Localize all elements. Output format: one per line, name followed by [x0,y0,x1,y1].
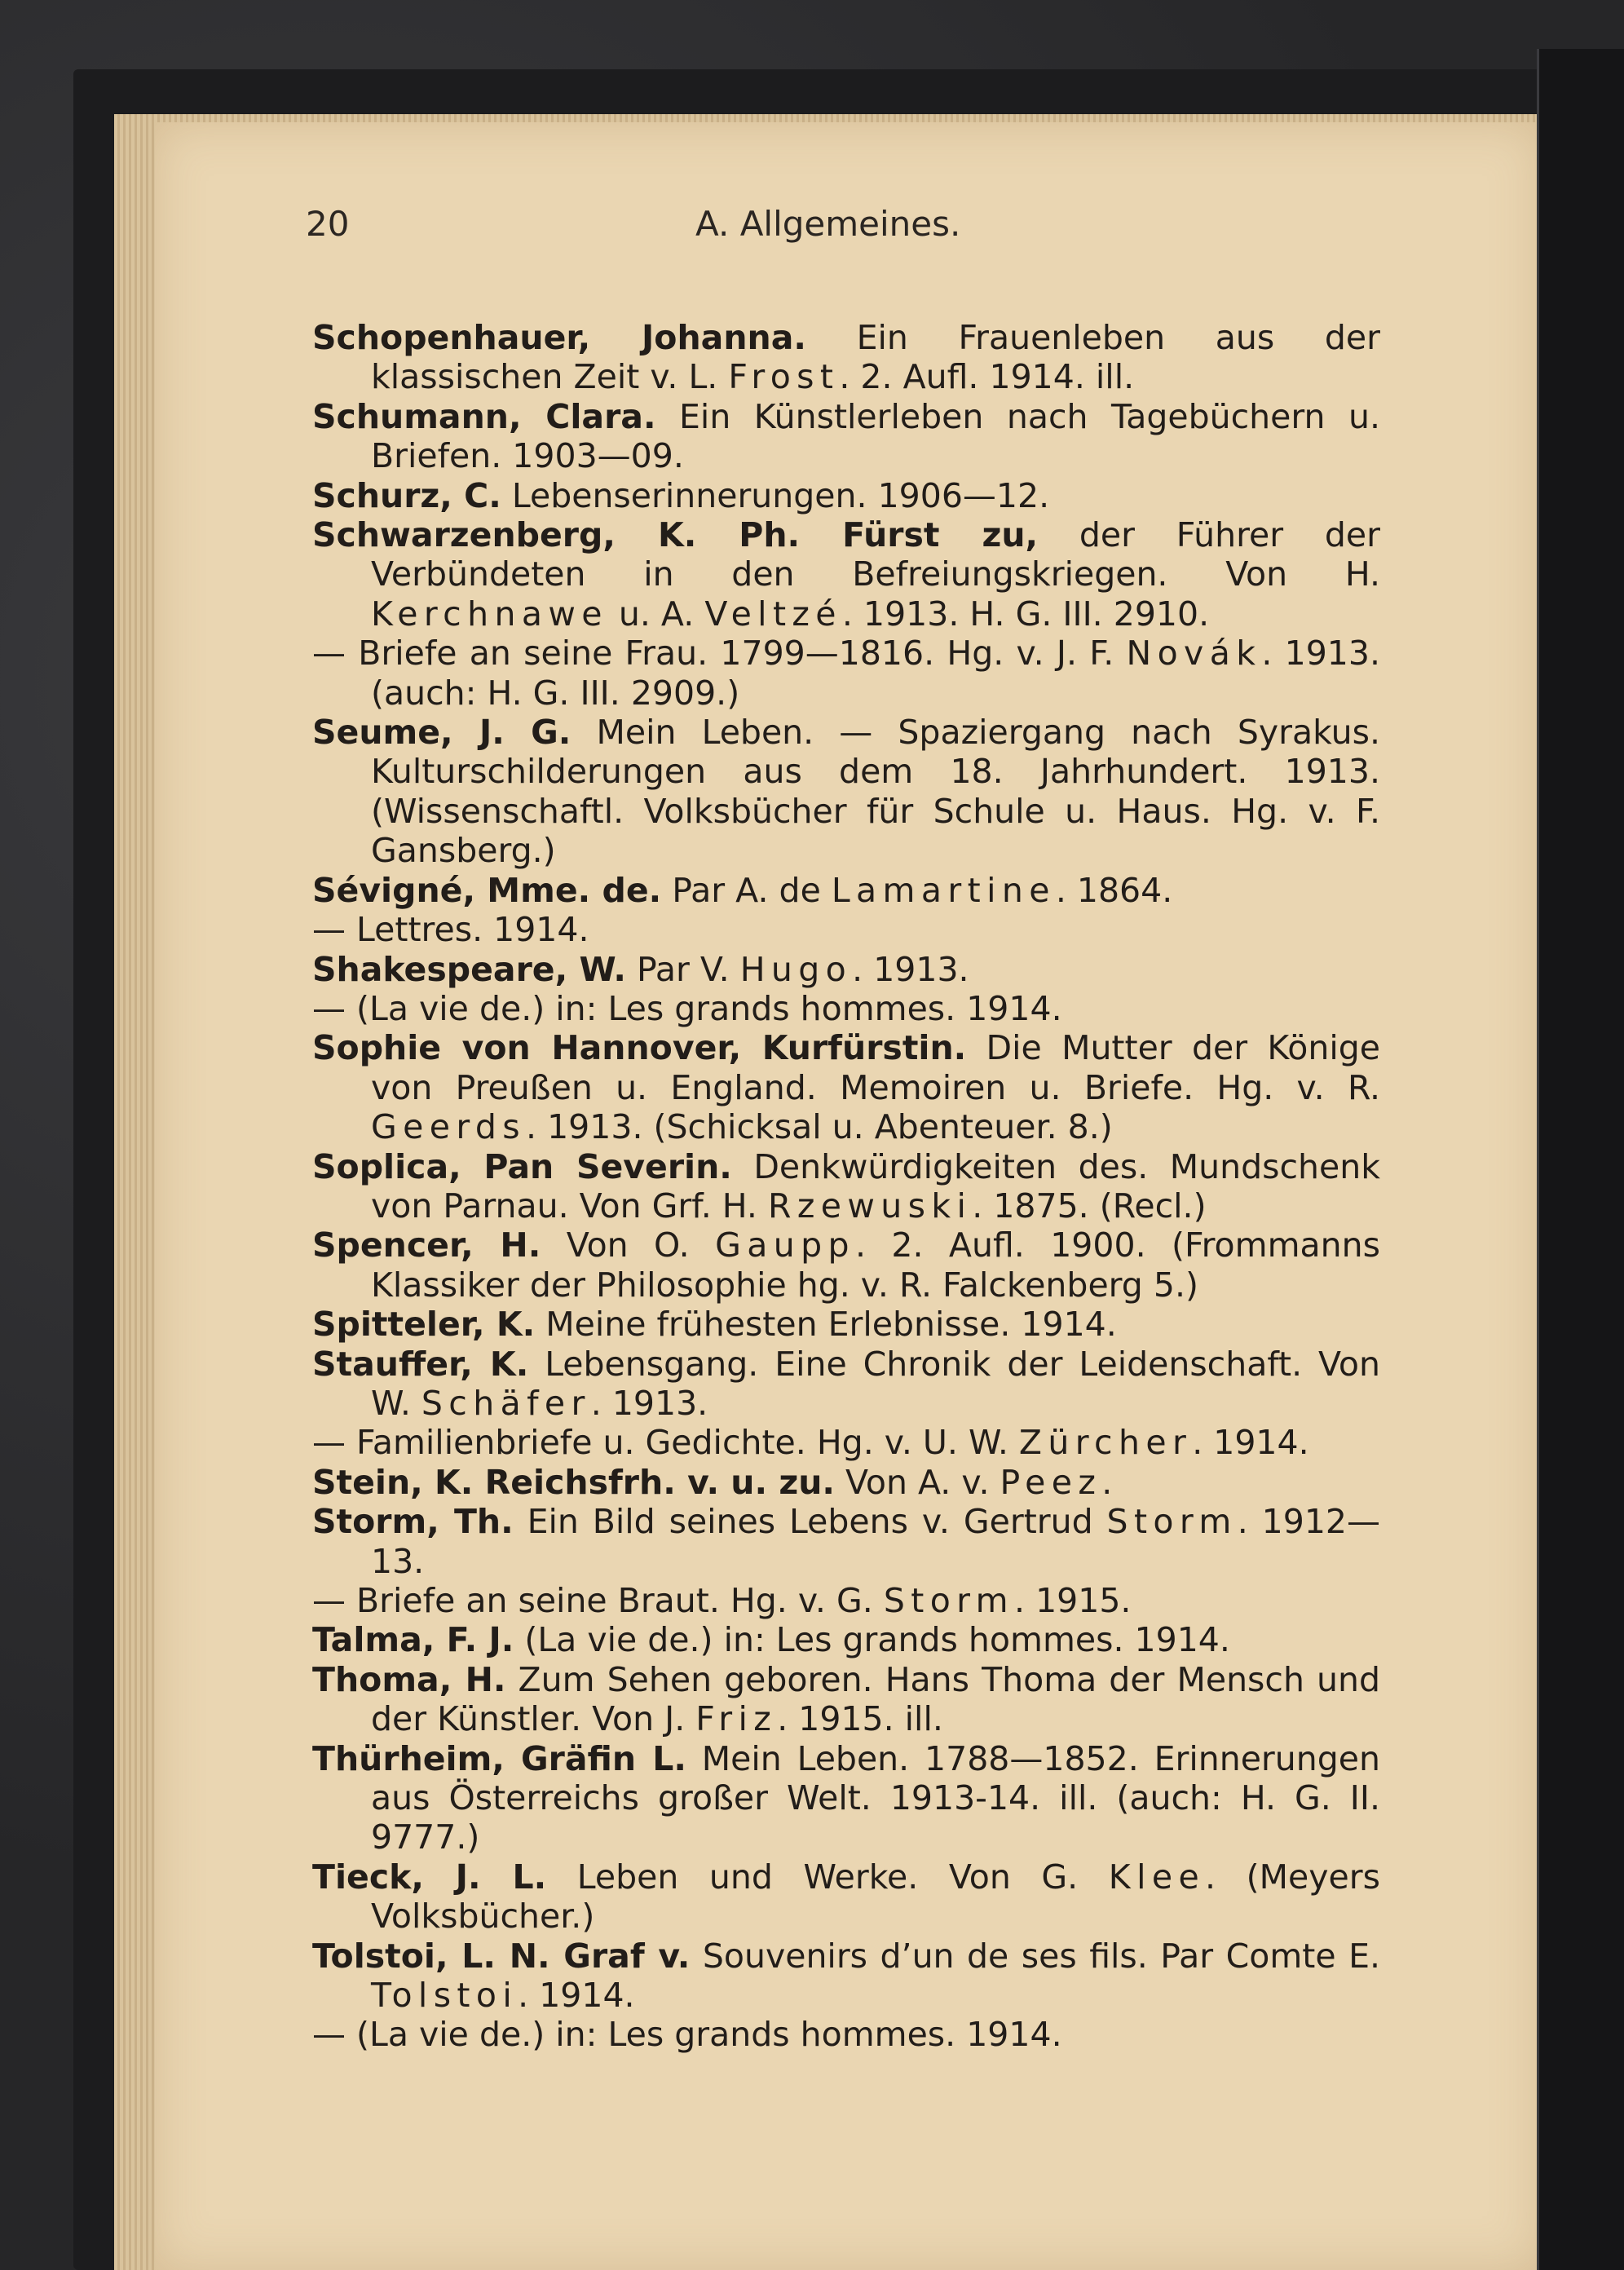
entry-heading: Tieck, J. L. [312,1857,547,1897]
bibliography-entry [312,1620,1380,1659]
entry-text: . 1913. (auch: H. G. III. 2909.) [371,634,1380,713]
entry-text: . 1875. (Recl.) [972,1186,1207,1226]
entry-text: Lebenserinnerungen. 1906—12. [501,475,1050,515]
entry-text: — Familienbriefe u. Gedichte. Hg. v. U. W. [312,1423,1019,1463]
entry-heading: Stauffer, K. [312,1344,529,1384]
entry-heading: Schopenhauer, Johanna. [312,318,806,357]
entry-author-spaced: Gaupp [715,1226,855,1265]
entry-heading: Soplica, Pan Severin. [312,1146,732,1186]
entry-heading: Sévigné, Mme. de. [312,870,662,910]
entry-author-spaced: Kerchnawe [371,594,608,634]
page-number: 20 [306,204,350,244]
entry-heading: Stein, K. Reichsfrh. v. u. zu. [312,1462,835,1502]
entry-heading: Spencer, H. [312,1226,541,1265]
entry-author-spaced: Frost [728,357,840,397]
entry-text: Von O. [541,1226,716,1265]
entry-heading: Thoma, H. [312,1659,506,1699]
bibliography-entry [312,476,1380,515]
page-header [306,204,1382,253]
entry-text: — Briefe an seine Frau. 1799—1816. Hg. v. J. F. [312,634,1127,673]
entry-heading: Schwarzenberg, K. Ph. Fürst zu, [312,515,1039,555]
entry-author-spaced: Zürcher [1018,1423,1193,1463]
bibliography-entry [312,1463,1380,1502]
bibliography-entry [312,1937,1380,2016]
entry-text: Lebensgang. Eine Chronik der Leidenschaft. Von W. [371,1344,1380,1423]
entry-heading: Spitteler, K. [312,1305,536,1345]
bibliography-entry [312,1305,1380,1344]
entry-text: . 1913. [852,949,969,989]
entry-author-spaced: Storm [1106,1502,1238,1542]
entry-author-spaced: Tolstoi [371,1976,519,2016]
bibliography-entry [312,515,1380,634]
book-cover-edge [1537,49,1624,2270]
bibliography-entry [312,871,1380,910]
bibliography-entry [312,1502,1380,1581]
entry-text: der Führer der Verbündeten in den Befreiungskriegen. Von H. [371,515,1380,594]
entry-text: — Lettres. 1914. [312,910,589,950]
entry-text: Von A. v. [834,1462,1000,1502]
entry-author-spaced: Hugo [739,949,853,989]
entry-text: — Briefe an seine Braut. Hg. v. G. [312,1581,884,1620]
entry-heading: Storm, Th. [312,1502,514,1542]
entry-text: . 1914. [1192,1423,1309,1463]
entry-text: . [1101,1462,1113,1502]
entry-text: . 1915. [1014,1581,1132,1620]
entry-text: . 1913. H. G. III. 2910. [841,594,1210,634]
bibliography-entry [312,989,1380,1028]
section-title: A. Allgemeines. [695,204,961,244]
entry-text: Souvenirs d’un de ses fils. Par Comte E. [690,1936,1381,1976]
entry-heading: Tolstoi, L. N. Graf v. [312,1936,691,1976]
entry-heading: Shakespeare, W. [312,949,626,989]
bibliography-entry [312,1226,1380,1305]
bibliography-entry [312,2015,1380,2054]
bibliography-entry [312,1581,1380,1620]
entry-author-spaced: Friz [695,1699,778,1739]
entry-text: Leben und Werke. Von G. [546,1857,1109,1897]
entry-text: Par V. [625,949,740,989]
entry-heading: Seume, J. G. [312,713,571,753]
bibliography-entry [312,1739,1380,1857]
entry-text: Ein Künstlerleben nach Tagebüchern u. Briefen. 1903—09. [371,396,1380,476]
entry-text: — (La vie de.) in: Les grands hommes. 1914. [312,988,1062,1028]
entry-list [312,318,1380,2055]
bibliography-entry [312,950,1380,989]
entry-text: Meine frühesten Erlebnisse. 1914. [535,1305,1117,1345]
entry-heading: Schumann, Clara. [312,396,656,436]
entry-text: Die Mutter der Könige von Preußen u. England. Memoiren u. Briefe. Hg. v. R. [371,1028,1380,1107]
entry-text: Denkwürdigkeiten des. Mundschenk von Parnau. Von Grf. H. [371,1146,1380,1226]
entry-author-spaced: Peez [1000,1462,1102,1502]
entry-text: . 1914. [518,1976,635,2016]
bibliography-entry [312,1028,1380,1146]
entry-text: — (La vie de.) in: Les grands hommes. 1914. [312,2015,1062,2055]
bibliography-entry [312,713,1380,871]
entry-text: Mein Leben. — Spaziergang nach Syrakus. Kulturschilderungen aus dem 18. Jahrhundert. 1913. (Wissenschaftl. Volksbücher für Schule u. Haus. Hg. v. F. Gansberg.) [371,713,1380,871]
bibliography-entry [312,318,1380,397]
entry-author-spaced: Rzewuski [767,1186,973,1226]
entry-author-spaced: Geerds [371,1107,527,1147]
entry-author-spaced: Lamartine [831,870,1056,910]
entry-text: Ein Frauenleben aus der klassischen Zeit v. L. [371,318,1380,397]
bibliography-entry [312,397,1380,476]
entry-heading: Sophie von Hannover, Kurfürstin. [312,1028,967,1068]
entry-text: . (Meyers Volksbücher.) [371,1857,1380,1937]
entry-text: . 1913. [590,1383,708,1423]
entry-author-spaced: Veltzé [704,594,842,634]
bibliography-entry [312,1423,1380,1462]
entry-author-spaced: Storm [883,1581,1014,1620]
entry-text: (La vie de.) in: Les grands hommes. 1914. [514,1620,1230,1660]
entry-heading: Schurz, C. [312,475,501,515]
bibliography-entry [312,1660,1380,1739]
entry-text: u. A. [607,594,705,634]
bibliography-entry [312,1857,1380,1937]
entry-author-spaced: Novák [1126,634,1262,673]
bibliography-entry [312,634,1380,713]
bibliography-entry [312,1345,1380,1424]
entry-text: Zum Sehen geboren. Hans Thoma der Mensch und der Künstler. Von J. [371,1659,1380,1739]
bibliography-entry [312,1147,1380,1226]
entry-text: Ein Bild seines Lebens v. Gertrud [513,1502,1107,1542]
entry-text: . 1913. (Schicksal u. Abenteuer. 8.) [526,1107,1113,1147]
entry-text: . 1912—13. [371,1502,1380,1581]
entry-text: . 1864. [1055,870,1173,910]
entry-heading: Talma, F. J. [312,1620,514,1660]
entry-text: . 2. Aufl. 1900. (Frommanns Klassiker der Philosophie hg. v. R. Falckenberg 5.) [371,1226,1380,1305]
entry-author-spaced: Klee [1108,1857,1206,1897]
entry-text: Mein Leben. 1788—1852. Erinnerungen aus Österreichs großer Welt. 1913-14. ill. (auch: H. G. II. 9777.) [371,1738,1380,1857]
entry-text: . 1915. ill. [777,1699,943,1739]
entry-author-spaced: Schäfer [421,1383,591,1423]
entry-heading: Thürheim, Gräfin L. [312,1738,686,1778]
entry-text: Par A. de [661,870,832,910]
entry-text: . 2. Aufl. 1914. ill. [839,357,1135,397]
bibliography-entry [312,910,1380,949]
